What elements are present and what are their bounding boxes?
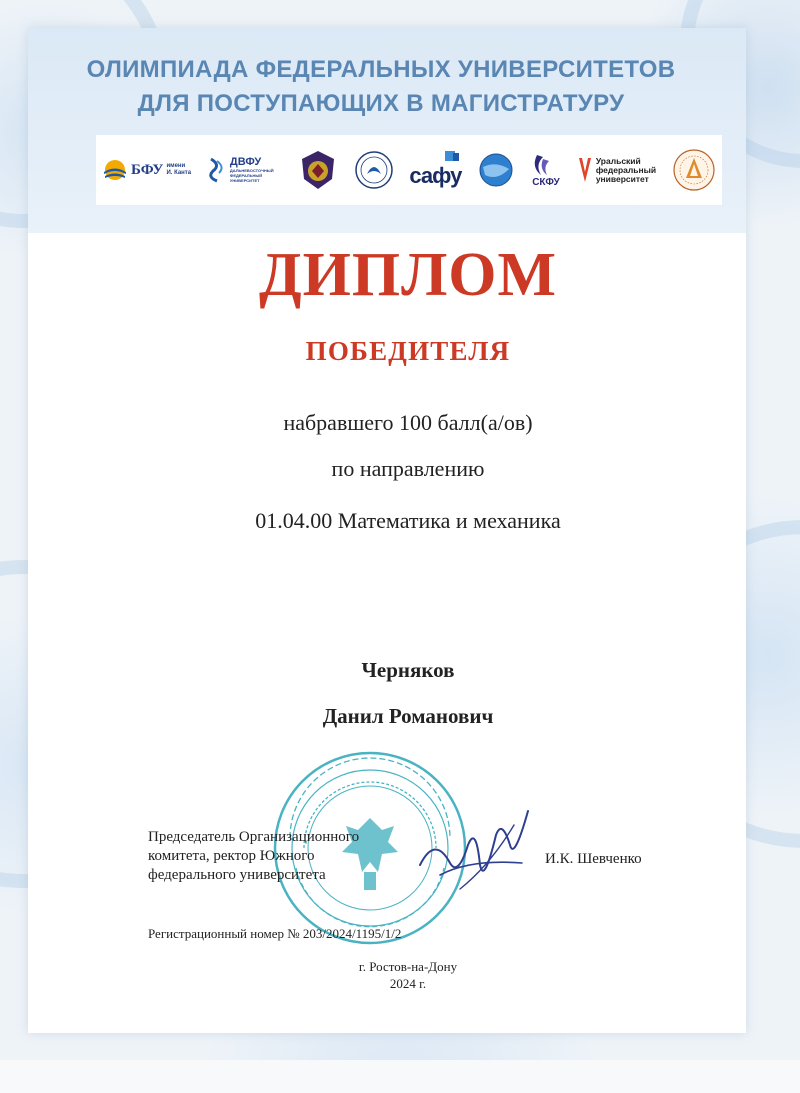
olympiad-title-line-2: ДЛЯ ПОСТУПАЮЩИХ В МАГИСТРАТУРУ <box>137 90 625 117</box>
signatory-title <box>148 828 359 885</box>
direction-value: 01.04.00 Математика и механика <box>255 508 561 533</box>
bfu-name: БФУ <box>131 161 164 178</box>
urfu-logo <box>577 156 656 184</box>
dvfu-wave-icon <box>207 157 227 183</box>
university-seal-icon <box>672 148 716 192</box>
dvfu-tag: ДАЛЬНЕВОСТОЧНЫЙ ФЕДЕРАЛЬНЫЙ УНИВЕРСИТЕТ <box>229 168 274 183</box>
signatory-line-1: Председатель Организационного <box>148 829 360 845</box>
urfu-line-1: Уральский <box>595 155 641 166</box>
round-emblem-icon <box>354 150 394 190</box>
urfu-mark-icon <box>577 156 593 184</box>
dvfu-name: ДВФУ <box>229 156 262 168</box>
sfu-logo <box>477 151 515 189</box>
bottom-margin <box>0 1060 800 1093</box>
urfu-line-2: федеральный <box>595 164 657 175</box>
safu-logo <box>409 151 461 189</box>
kfu-logo <box>298 149 338 191</box>
signatory-name: И.К. Шевченко <box>545 851 642 867</box>
city: г. Ростов-на-Дону <box>358 959 458 974</box>
score-line: набравшего 100 балл(а/ов) <box>283 410 533 435</box>
place-and-year <box>290 958 526 992</box>
year: 2024 г. <box>389 976 427 991</box>
university-logos <box>96 135 722 205</box>
handwritten-signature <box>410 805 540 895</box>
bfu-tag-line-2: И. Канта <box>166 170 192 176</box>
signatory-line-3: федерального университета <box>148 867 326 883</box>
olympiad-title-line-1: ОЛИМПИАДА ФЕДЕРАЛЬНЫХ УНИВЕРСИТЕТОВ <box>86 56 676 83</box>
skfu-swoosh-icon <box>531 153 561 177</box>
diploma-subtitle: ПОБЕДИТЕЛЯ <box>305 336 511 366</box>
skfu-name: СКФУ <box>532 176 560 188</box>
dvfu-logo <box>207 157 282 183</box>
bfu-logo <box>102 159 191 181</box>
urfu-line-3: университет <box>595 173 649 184</box>
bfu-sun-icon <box>102 159 128 181</box>
diploma-title: ДИПЛОМ <box>258 241 558 309</box>
nefu-logo <box>354 150 394 190</box>
globe-icon <box>477 151 515 189</box>
safu-name: сафу <box>409 163 462 188</box>
crest-icon <box>298 149 338 191</box>
recipient-surname: Черняков <box>361 658 455 682</box>
registration-number: Регистрационный номер № 203/2024/1195/1/2 <box>148 926 402 941</box>
sfedu-logo <box>672 148 716 192</box>
bfu-tag-line-1: имени <box>166 163 186 169</box>
safu-flag-icon <box>441 151 461 163</box>
recipient-given-names: Данил Романович <box>322 704 494 728</box>
direction-label: по направлению <box>331 456 485 481</box>
skfu-logo <box>531 153 561 188</box>
signatory-line-2: комитета, ректор Южного <box>148 848 315 864</box>
